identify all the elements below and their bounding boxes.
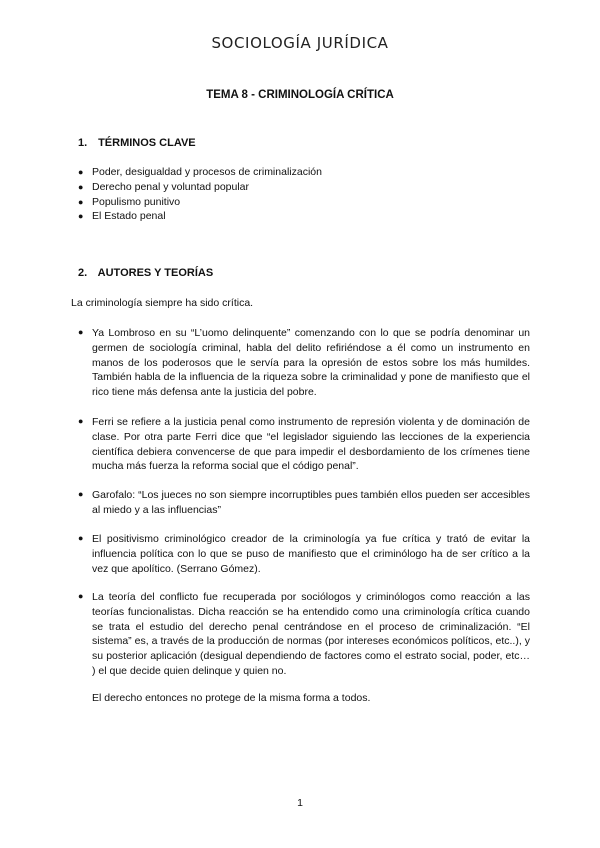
section-number: 2. bbox=[78, 267, 88, 279]
list-item-text: Derecho penal y voluntad popular bbox=[92, 180, 250, 193]
document-header: SOCIOLOGÍA JURÍDICA bbox=[211, 34, 389, 52]
bullet-icon: ● bbox=[78, 211, 84, 222]
bullet-icon: ● bbox=[78, 327, 84, 337]
section-heading-authors bbox=[78, 267, 213, 279]
paragraph-text: Ferri se refiere a la justicia penal como instrumento de represión violenta y de dominación de clase. Por otra parte Ferri dice que “el legislador siguiendo las lecciones de la experiencia científica debiera convencerse de que para impedir el desbordamiento de los crímenes tiene mucha más fuerza la reforma social que el código penal”. bbox=[92, 416, 530, 473]
paragraph-garofalo bbox=[78, 488, 530, 518]
bullet-icon: ● bbox=[78, 533, 84, 543]
paragraph-ferri bbox=[78, 415, 530, 474]
bullet-icon: ● bbox=[78, 591, 84, 601]
page-number: 1 bbox=[297, 797, 303, 809]
bullet-icon: ● bbox=[78, 416, 84, 426]
section-title: AUTORES Y TEORÍAS bbox=[97, 267, 214, 279]
section-heading-terms bbox=[78, 137, 196, 149]
bullet-icon: ● bbox=[78, 167, 84, 177]
section-title: TÉRMINOS CLAVE bbox=[98, 137, 196, 149]
bullet-icon: ● bbox=[78, 181, 84, 192]
paragraph-text: Ya Lombroso en su “L’uomo delinquente” comenzando con lo que se podría denominar un germen de sociología criminal, habla del delito refiriéndose a él como un instrumento en manos de los poderosos que le servía para la opresión de estos sobre los más humildes. También habla de la influencia de la riqueza sobre la criminalidad y pone de manifiesto que el rico tiene más defensa ante la justicia del pobre. bbox=[92, 327, 530, 399]
bullet-icon: ● bbox=[78, 489, 84, 499]
list-item-text: Populismo punitivo bbox=[92, 195, 181, 208]
list-item bbox=[78, 195, 322, 210]
paragraph-text: El positivismo criminológico creador de la criminología ya fue crítica y trató de evitar la influencia política con lo que se puso de manifiesto que el criminólogo ha de ser crítico a la vez que apolítico. (Serrano Gómez). bbox=[92, 533, 530, 575]
bullet-icon: ● bbox=[78, 196, 84, 207]
list-item-text: Poder, desigualdad y procesos de criminalización bbox=[92, 166, 322, 178]
key-terms-list bbox=[78, 165, 322, 224]
paragraph-text: La teoría del conflicto fue recuperada por sociólogos y criminólogos como reacción a las teorías funcionalistas. Dicha reacción se ha entendido como una criminología crítica cuando se trata el estudio del derecho penal centrándose en el proceso de criminalización. “El sistema” es, a través de la producción de normas (por intereses económicos políticos, etc..), y su posterior aplicación (desigual dependiendo de factores como el estrato social, poder, etc… ) el que decide quien delinque y quien no. bbox=[92, 591, 530, 677]
list-item-text: El Estado penal bbox=[92, 210, 166, 223]
intro-sentence: La criminología siempre ha sido crítica. bbox=[71, 297, 254, 309]
paragraph-text: Garofalo: “Los jueces no son siempre incorruptibles pues también ellos pueden ser accesibles al miedo y a las influencias” bbox=[92, 489, 530, 516]
paragraph-positivismo bbox=[78, 532, 530, 576]
paragraph-lombroso bbox=[78, 326, 530, 400]
list-item bbox=[78, 180, 322, 195]
paragraph-teoria-conflicto bbox=[78, 590, 530, 679]
section-number: 1. bbox=[78, 137, 88, 149]
list-item bbox=[78, 209, 322, 224]
list-item bbox=[78, 165, 322, 180]
topic-title: TEMA 8 - CRIMINOLOGÍA CRÍTICA bbox=[206, 89, 394, 101]
closing-sentence: El derecho entonces no protege de la misma forma a todos. bbox=[92, 692, 371, 704]
